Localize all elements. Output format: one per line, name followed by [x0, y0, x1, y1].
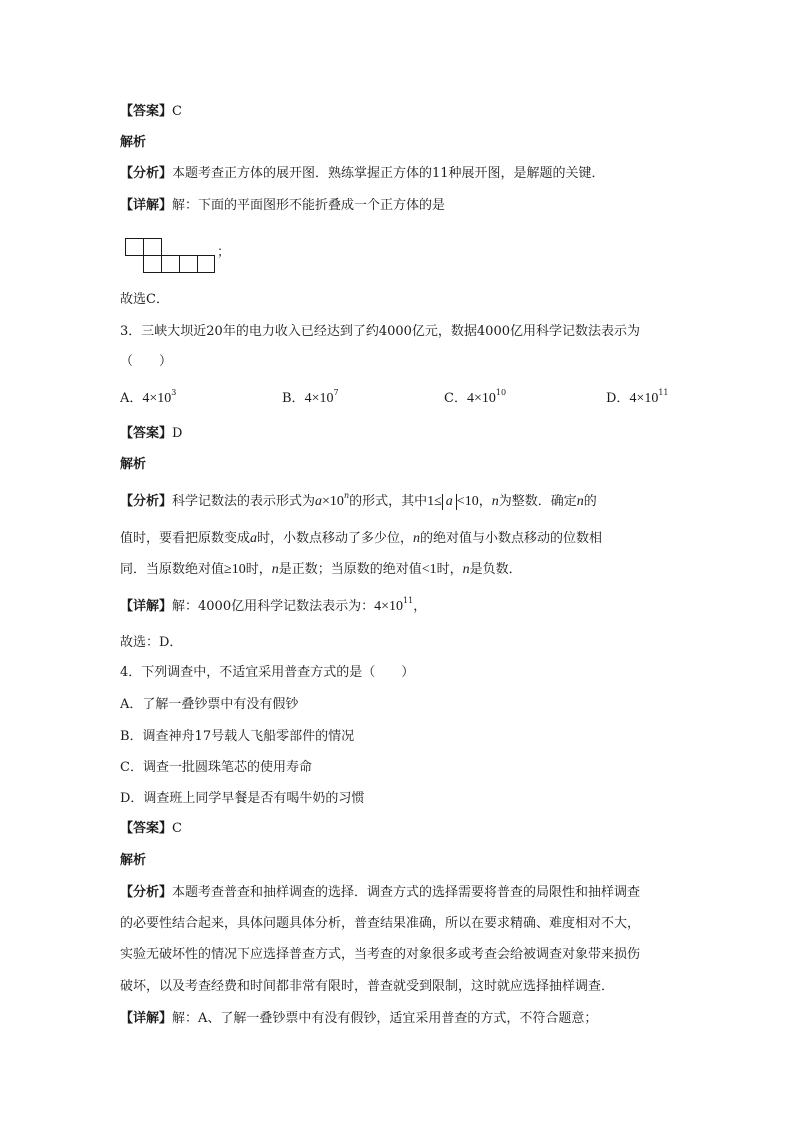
- option-base: 4×10: [466, 391, 496, 406]
- text: 科学记数法的表示形式为: [172, 494, 316, 509]
- q3-fenxi-line3: [120, 561, 522, 579]
- math-var: n: [462, 562, 470, 577]
- text: 的形式，其中: [349, 494, 428, 509]
- answer-value: C: [172, 821, 182, 836]
- math-text: ×10: [322, 494, 344, 509]
- net-square: [144, 239, 162, 256]
- q2-fenxi: [120, 165, 605, 183]
- option-label: B．: [282, 391, 305, 406]
- answer-value: D: [172, 426, 183, 441]
- math-var: a: [250, 531, 258, 546]
- text: 同．当原数绝对值: [120, 562, 225, 577]
- q4-fenxi-line4: 破坏，以及考查经费和时间都非常有限时，普查就受到限制，这时就应选择抽样调查．: [120, 979, 615, 994]
- q4-option-b: B．调查神舟17号载人飞船零部件的情况: [120, 729, 355, 744]
- text: ，: [413, 599, 427, 614]
- math-exponent: n: [343, 491, 350, 500]
- math-var: n: [413, 531, 421, 546]
- fenxi-text: 本题考查正方体的展开图．熟练掌握正方体的11种展开图，是解题的关键．: [172, 166, 605, 181]
- q3-conclusion: 故选：D．: [120, 635, 183, 650]
- q4-detail: [120, 1010, 597, 1028]
- text: 值时，要看把原数变成: [120, 531, 251, 546]
- q3-analysis-title: 解析: [120, 457, 147, 472]
- option-exponent: 3: [171, 388, 177, 397]
- q3-option-c: [444, 390, 506, 408]
- q2-conclusion: 故选C．: [120, 292, 169, 307]
- math-text: 1≤: [427, 494, 442, 509]
- q3-stem-line2: （ ）: [120, 354, 173, 369]
- detail-text: 解：4000亿用科学记数法表示为：: [172, 599, 375, 614]
- math-text: <10: [456, 494, 479, 509]
- fenxi-tag: 【分析】: [120, 166, 173, 181]
- q2-answer: [120, 103, 182, 121]
- q4-analysis-title: 解析: [120, 853, 147, 868]
- option-exponent: 11: [658, 388, 669, 397]
- text: 是正数；当原数的绝对值: [278, 562, 422, 577]
- detail-tag: 【详解】: [120, 599, 173, 614]
- math-var: n: [576, 494, 584, 509]
- q3-option-b: [282, 390, 339, 408]
- fenxi-tag: 【分析】: [120, 885, 173, 900]
- text: 为整数．确定: [498, 494, 577, 509]
- detail-tag: 【详解】: [120, 198, 173, 213]
- q4-option-c: C．调查一批圆珠笔芯的使用寿命: [120, 760, 312, 775]
- math-var: n: [491, 494, 499, 509]
- q4-option-a: A．了解一叠钞票中有没有假钞: [120, 697, 299, 712]
- option-label: D．: [606, 391, 630, 406]
- figure-suffix: ；: [217, 245, 231, 260]
- text: 时，小数点移动了多少位，: [257, 531, 414, 546]
- q3-answer: [120, 425, 182, 443]
- cube-net-figure: [124, 237, 216, 275]
- q3-option-a: [120, 390, 176, 408]
- q4-option-d: D．调查班上同学早餐是否有喝牛奶的习惯: [120, 791, 365, 806]
- q4-stem: 4．下列调查中，不适宜采用普查方式的是（ ）: [120, 665, 415, 680]
- q3-detail: [120, 598, 426, 616]
- answer-value: C: [172, 104, 182, 119]
- text: 本题考查普查和抽样调查的选择．调查方式的选择需要将普查的局限性和抽样调查: [172, 885, 641, 900]
- answer-tag: 【答案】: [120, 104, 173, 119]
- text: 时，: [436, 562, 463, 577]
- detail-text: 解：A、了解一叠钞票中有没有假钞，适宜采用普查的方式，不符合题意；: [172, 1011, 598, 1026]
- q3-fenxi-line2: [120, 530, 602, 548]
- text: ，: [478, 494, 492, 509]
- q2-analysis-title: 解析: [120, 135, 147, 150]
- option-exponent: 7: [333, 388, 339, 397]
- math-text: 4×10: [374, 599, 404, 614]
- net-square: [162, 256, 180, 273]
- q4-fenxi-line1: [120, 884, 640, 902]
- net-square: [180, 256, 198, 273]
- q4-fenxi-line3: 实验无破坏性的情况下应选择普查方式，当考查的对象很多或考查会给被调查对象带来损伤: [120, 947, 641, 962]
- q3-option-d: [606, 390, 669, 408]
- math-text: <1: [421, 562, 437, 577]
- detail-text: 解：下面的平面图形不能折叠成一个正方体的是: [172, 198, 446, 213]
- math-abs-var: a: [442, 494, 457, 510]
- q4-answer: [120, 820, 182, 838]
- option-base: 4×10: [629, 391, 659, 406]
- text: 的绝对值与小数点移动的位数相: [420, 531, 603, 546]
- answer-tag: 【答案】: [120, 426, 173, 441]
- math-text: ≥10: [224, 562, 246, 577]
- text: 时，: [245, 562, 272, 577]
- math-var: n: [271, 562, 279, 577]
- option-exponent: 10: [495, 388, 507, 397]
- q4-fenxi-line2: 的必要性结合起来，具体问题具体分析，普查结果准确，所以在要求精确、难度相对不大，: [120, 916, 641, 931]
- math-var: a: [315, 494, 323, 509]
- answer-tag: 【答案】: [120, 821, 173, 836]
- q3-stem-line1: 3．三峡大坝近20年的电力收入已经达到了约4000亿元，数据4000亿用科学记数法表示为: [120, 324, 640, 339]
- q2-detail: [120, 197, 445, 215]
- text: 是负数．: [469, 562, 522, 577]
- option-label: C．: [444, 391, 467, 406]
- net-square: [126, 239, 144, 256]
- net-square: [198, 256, 215, 273]
- fenxi-tag: 【分析】: [120, 494, 173, 509]
- detail-tag: 【详解】: [120, 1011, 173, 1026]
- net-square: [144, 256, 162, 273]
- option-base: 4×10: [142, 391, 172, 406]
- math-exponent: 11: [403, 596, 414, 605]
- option-base: 4×10: [304, 391, 334, 406]
- text: 的: [583, 494, 597, 509]
- q3-fenxi-line1: [120, 493, 597, 511]
- option-label: A．: [120, 391, 143, 406]
